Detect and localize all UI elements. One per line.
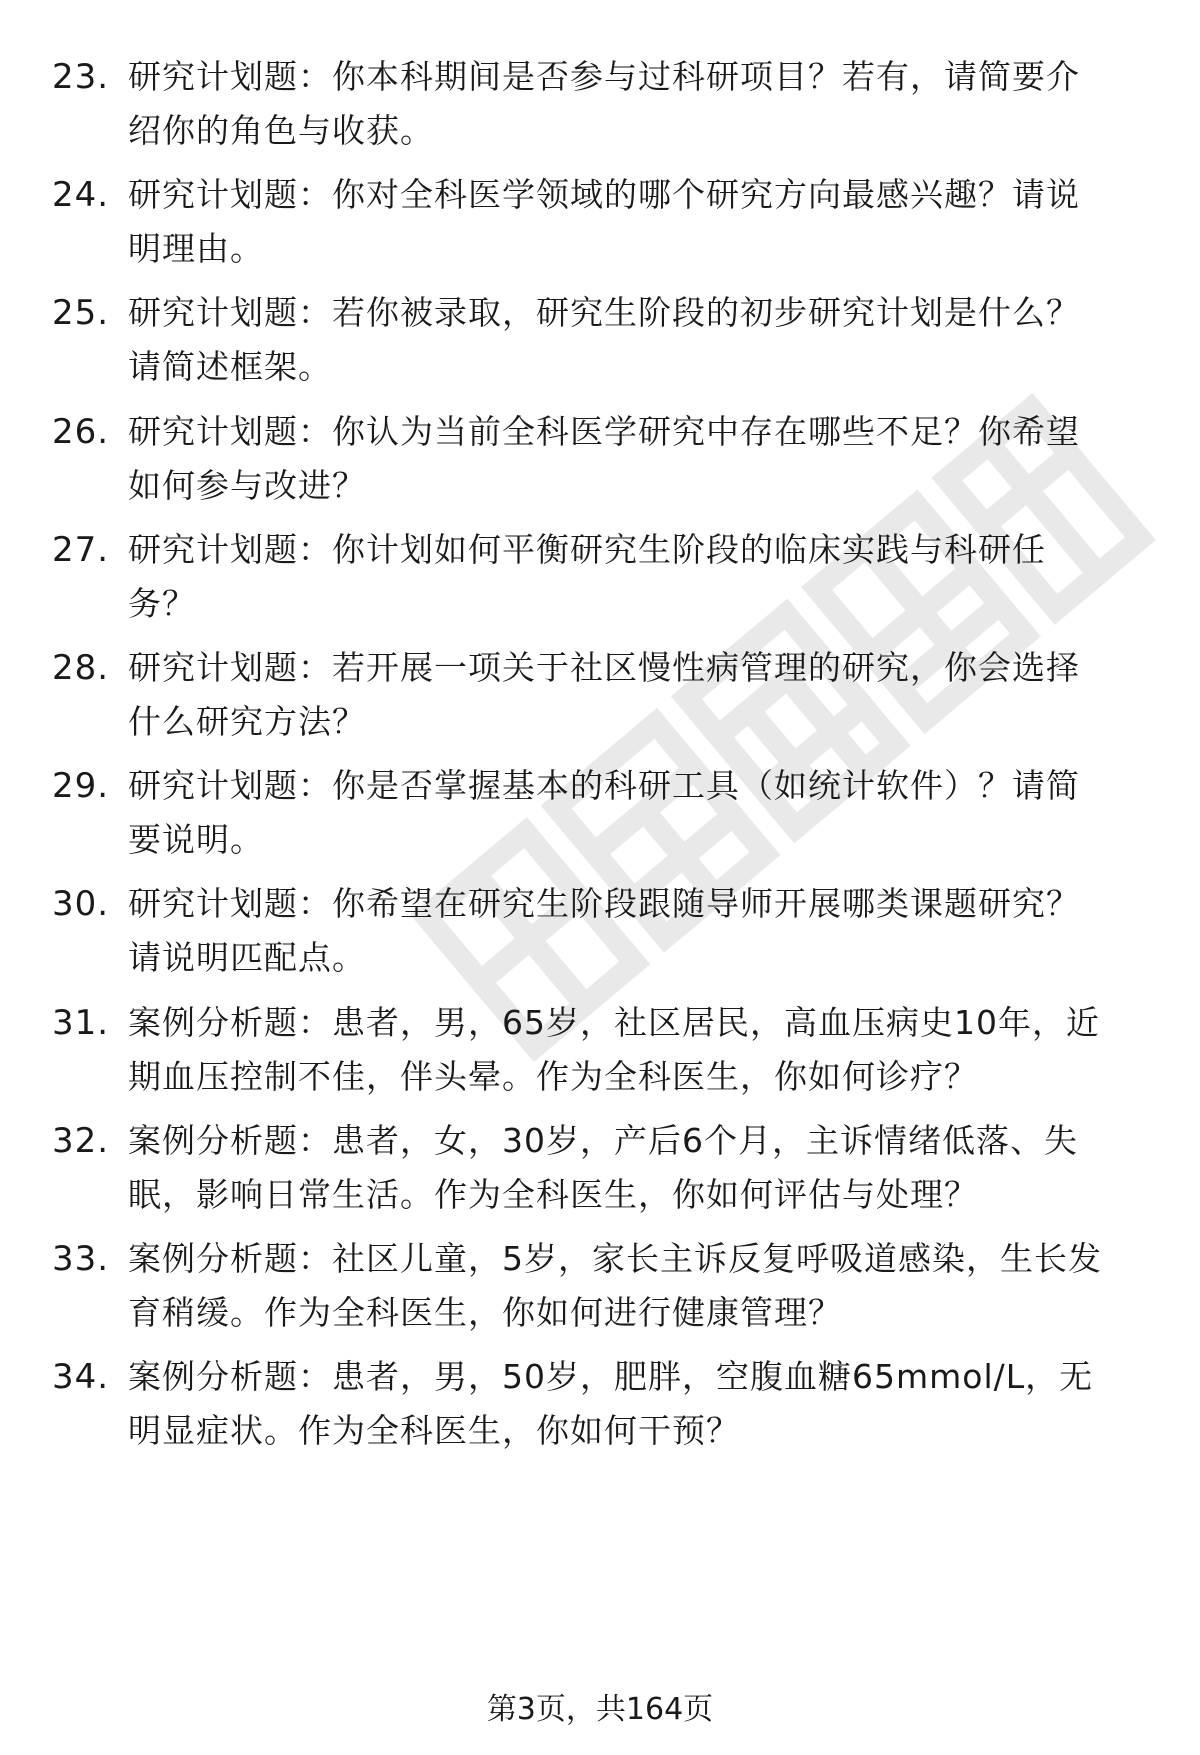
question-number: 30. xyxy=(52,884,110,925)
question-item xyxy=(0,1350,1200,1470)
question-text-line: 研究计划题：你是否掌握基本的科研工具（如统计软件）？请简 xyxy=(128,766,1080,806)
page-number: 第3页，共164页 xyxy=(486,1692,714,1727)
question-item xyxy=(0,996,1200,1116)
question-text-line: 请说明匹配点。 xyxy=(128,938,366,978)
question-text-line: 期血压控制不佳，伴头晕。作为全科医生，你如何诊疗？ xyxy=(128,1056,978,1096)
question-text xyxy=(128,996,1163,1104)
question-item xyxy=(0,1114,1200,1234)
question-item xyxy=(0,1232,1200,1352)
question-text xyxy=(128,1114,1163,1222)
question-item xyxy=(0,877,1200,997)
question-number: 32. xyxy=(52,1120,110,1161)
question-text-line: 眠，影响日常生活。作为全科医生，你如何评估与处理？ xyxy=(128,1174,978,1214)
question-text-line: 育稍缓。作为全科医生，你如何进行健康管理？ xyxy=(128,1293,842,1332)
question-text xyxy=(128,50,1163,158)
question-text-line: 明理由。 xyxy=(128,229,264,269)
question-item xyxy=(0,405,1200,525)
question-number: 29. xyxy=(52,766,110,807)
question-item xyxy=(0,641,1200,761)
question-text-line: 如何参与改进？ xyxy=(128,465,366,505)
question-number: 26. xyxy=(52,411,110,452)
question-number: 33. xyxy=(52,1239,110,1279)
question-text xyxy=(128,286,1163,394)
question-text xyxy=(128,1350,1163,1458)
question-text-line: 研究计划题：你认为当前全科医学研究中存在哪些不足？你希望 xyxy=(128,411,1080,451)
question-number: 27. xyxy=(52,529,110,570)
question-item xyxy=(0,50,1200,170)
question-text xyxy=(128,168,1163,276)
question-text xyxy=(128,1232,1163,1340)
question-text-line: 案例分析题：患者，女，30岁，产后6个月，主诉情绪低落、失 xyxy=(128,1120,1078,1160)
question-text xyxy=(128,877,1163,985)
question-number: 31. xyxy=(52,1002,110,1043)
question-text-line: 案例分析题：患者，男，65岁，社区居民，高血压病史10年，近 xyxy=(128,1002,1100,1042)
question-text-line: 要说明。 xyxy=(128,820,264,860)
question-text-line: 请简述框架。 xyxy=(128,347,332,387)
question-number: 28. xyxy=(52,648,110,688)
question-text-line: 绍你的角色与收获。 xyxy=(128,111,434,150)
question-text-line: 务？ xyxy=(128,583,196,623)
question-text xyxy=(128,759,1163,867)
question-text-line: 研究计划题：若开展一项关于社区慢性病管理的研究，你会选择 xyxy=(128,648,1080,687)
question-text-line: 研究计划题：你希望在研究生阶段跟随导师开展哪类课题研究？ xyxy=(128,884,1080,924)
question-text xyxy=(128,641,1163,749)
question-text-line: 研究计划题：若你被录取，研究生阶段的初步研究计划是什么？ xyxy=(128,293,1080,333)
question-number: 25. xyxy=(52,293,110,334)
question-text-line: 什么研究方法？ xyxy=(128,702,366,741)
question-text-line: 明显症状。作为全科医生，你如何干预？ xyxy=(128,1411,740,1451)
question-number: 34. xyxy=(52,1357,110,1398)
question-text xyxy=(128,405,1163,513)
question-text-line: 研究计划题：你对全科医学领域的哪个研究方向最感兴趣？请说 xyxy=(128,175,1080,215)
question-number: 24. xyxy=(52,175,110,216)
question-text-line: 案例分析题：社区儿童，5岁，家长主诉反复呼吸道感染，生长发 xyxy=(128,1239,1102,1278)
question-number: 23. xyxy=(52,57,110,97)
question-item xyxy=(0,168,1200,288)
question-item xyxy=(0,286,1200,406)
question-item xyxy=(0,759,1200,879)
question-text-line: 案例分析题：患者，男，50岁，肥胖，空腹血糖65mmol/L，无 xyxy=(128,1357,1094,1397)
question-item xyxy=(0,523,1200,643)
question-text-line: 研究计划题：你计划如何平衡研究生阶段的临床实践与科研任 xyxy=(128,529,1046,569)
question-text xyxy=(128,523,1163,631)
question-text-line: 研究计划题：你本科期间是否参与过科研项目？若有，请简要介 xyxy=(128,57,1080,96)
